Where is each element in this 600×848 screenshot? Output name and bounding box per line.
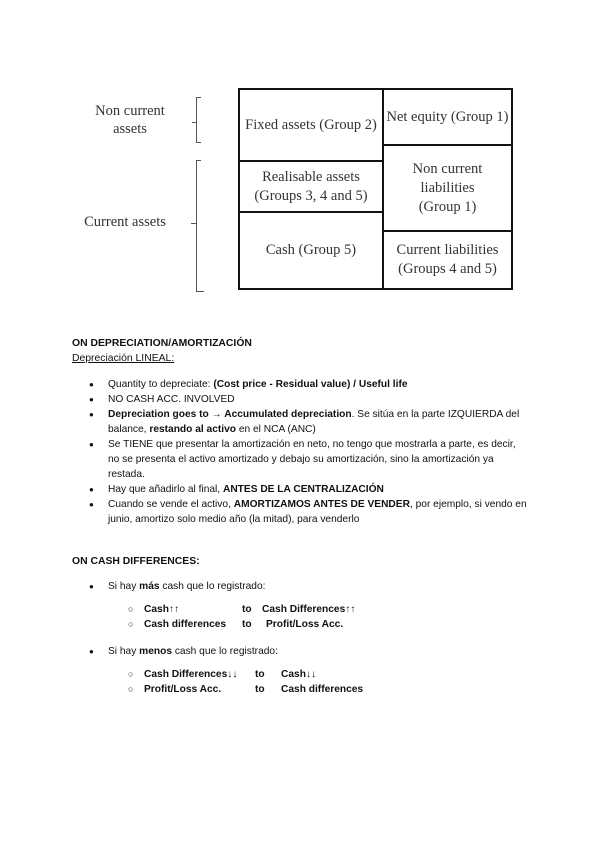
- item-text: , por ejemplo, si vendo en junio, amortizo solo medio año (la mitad), para venderlo: [108, 499, 527, 525]
- circle-bullet-icon: ○: [128, 669, 134, 679]
- item-bold: ANTES DE LA CENTRALIZACIÓN: [222, 484, 384, 495]
- item-text: Quantity to depreciate:: [108, 379, 214, 390]
- item-bold: más: [139, 581, 160, 592]
- item-text: cash que lo registrado:: [172, 646, 278, 657]
- brace-tick: [191, 223, 196, 224]
- current-liabilities-cell: [382, 230, 513, 290]
- cash-more-bullet: [88, 579, 528, 594]
- cell-text: Current liabilities: [396, 242, 499, 258]
- list-item: [88, 437, 528, 482]
- cell-text: (Group 1): [418, 198, 477, 215]
- depreciation-heading: ON DEPRECIATION/AMORTIZACIÓN: [72, 338, 252, 349]
- brace-tick: [192, 122, 196, 123]
- journal-row: [128, 604, 488, 618]
- journal-row: [128, 669, 488, 683]
- cell-text: Cash (Group 5): [265, 242, 357, 258]
- cell-text: Non current liabilities: [412, 160, 483, 196]
- cell-text: Realisable assets: [262, 168, 360, 185]
- fixed-assets-cell: [238, 88, 384, 162]
- label-line: assets: [113, 121, 147, 137]
- cell-text: Net equity (Group 1): [386, 108, 509, 125]
- journal-row: [128, 619, 488, 633]
- item-bold: menos: [139, 646, 172, 657]
- list-item: [88, 579, 528, 594]
- item-text: NO CASH ACC. INVOLVED: [108, 394, 235, 405]
- cell-text: (Groups 3, 4 and 5): [254, 187, 368, 204]
- item-bold: restando al activo: [149, 424, 236, 435]
- debit-account: Profit/Loss Acc.: [144, 684, 222, 695]
- debit-account: Cash differences: [144, 619, 227, 630]
- list-item: [88, 482, 528, 497]
- to-label: to: [242, 619, 252, 630]
- item-text: en el NCA (ANC): [235, 424, 316, 435]
- depreciation-subheading: Depreciación LINEAL:: [72, 353, 175, 364]
- cell-text: (Groups 4 and 5): [398, 261, 497, 277]
- realisable-assets-cell: [238, 160, 384, 213]
- list-item: [88, 644, 528, 659]
- brace-line: [196, 97, 197, 142]
- list-item: [88, 497, 528, 527]
- list-item: [88, 377, 528, 392]
- item-bold: AMORTIZAMOS ANTES DE VENDER: [233, 499, 410, 510]
- journal-row: [128, 684, 488, 698]
- credit-account: Cash↓↓: [281, 669, 317, 680]
- brace-line: [196, 160, 197, 291]
- debit-account: Cash↑↑: [144, 604, 180, 615]
- item-text: . Se sitúa en la parte IZQUIERDA del balance,: [108, 409, 520, 435]
- net-equity-cell: [382, 88, 513, 146]
- cash-cell: [238, 211, 384, 290]
- item-text: Se TIENE que presentar la amortización en neto, no tengo que mostrarla a parte, es decir, no se presenta el activo amortizado y debajo su amortización, sino la amortización ya restada.: [108, 439, 516, 480]
- item-text: Hay que añadirlo al final,: [108, 484, 223, 495]
- to-label: to: [255, 684, 265, 695]
- circle-bullet-icon: ○: [128, 619, 134, 629]
- circle-bullet-icon: ○: [128, 684, 134, 694]
- current-assets-label: Current assets: [84, 214, 166, 230]
- to-label: to: [242, 604, 252, 615]
- cash-less-bullet: [88, 644, 528, 659]
- non-current-liabilities-cell: [382, 144, 513, 232]
- credit-account: Cash Differences↑↑: [262, 604, 356, 615]
- credit-account: Cash differences: [281, 684, 364, 695]
- list-item: [88, 407, 528, 437]
- debit-account: Cash Differences↓↓: [144, 669, 238, 680]
- list-item: [88, 392, 528, 407]
- brace-tick: [196, 142, 201, 143]
- item-text: Si hay: [108, 646, 140, 657]
- label-line: Non current: [95, 103, 165, 119]
- non-current-assets-label: [80, 102, 180, 138]
- cash-differences-heading: ON CASH DIFFERENCES:: [72, 556, 200, 567]
- circle-bullet-icon: ○: [128, 604, 134, 614]
- credit-account: Profit/Loss Acc.: [266, 619, 344, 630]
- item-text: Cuando se vende el activo,: [108, 499, 234, 510]
- item-bold: Depreciation goes to → Accumulated depreciation: [108, 409, 352, 420]
- to-label: to: [255, 669, 265, 680]
- brace-tick: [196, 291, 204, 292]
- depreciation-list: [88, 377, 528, 527]
- item-text: Si hay: [108, 581, 140, 592]
- item-bold: (Cost price - Residual value) / Useful life: [213, 379, 408, 390]
- cell-text: Fixed assets (Group 2): [245, 116, 377, 133]
- item-text: cash que lo registrado:: [159, 581, 266, 592]
